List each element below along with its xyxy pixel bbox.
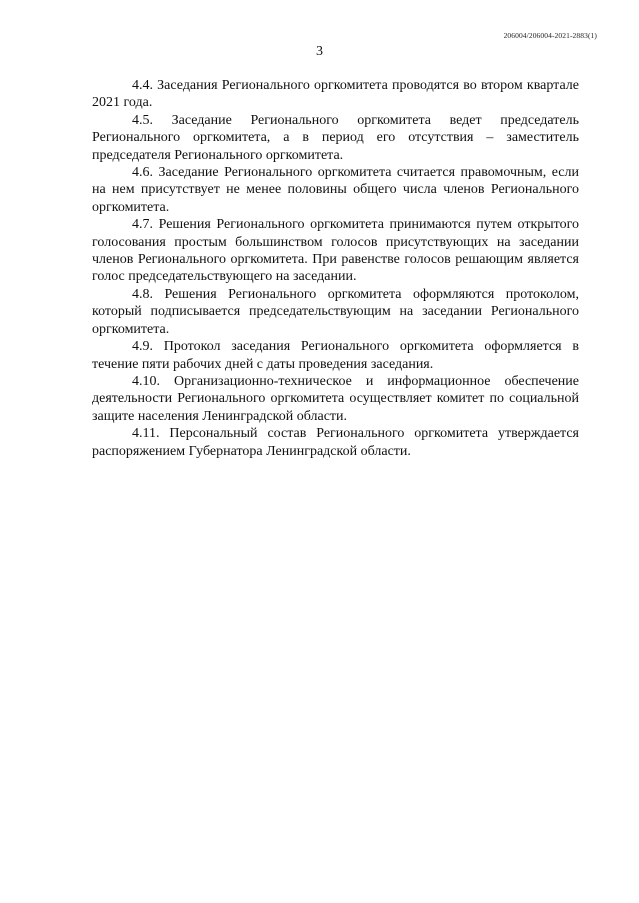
- paragraph-4-7: 4.7. Решения Регионального оргкомитета принимаются путем открытого голосования простым большинством голосов присутствующих на заседании членов Регионального оргкомитета. При равенстве голосов решающим является голос председательствующего на заседании.: [92, 217, 579, 285]
- paragraph-4-11: 4.11. Персональный состав Регионального оргкомитета утверждается распоряжением Губернатора Ленинградской области.: [92, 426, 579, 459]
- paragraph-4-8: 4.8. Решения Регионального оргкомитета оформляются протоколом, который подписывается председательствующим на заседании Регионального оргкомитета.: [92, 286, 579, 337]
- document-body: [92, 77, 579, 460]
- paragraph-4-9: 4.9. Протокол заседания Регионального оргкомитета оформляется в течение пяти рабочих дней с даты проведения заседания.: [92, 339, 579, 372]
- paragraph-4-4: 4.4. Заседания Регионального оргкомитета проводятся во втором квартале 2021 года.: [92, 78, 579, 111]
- paragraph-4-10: 4.10. Организационно-техническое и информационное обеспечение деятельности Регионального оргкомитета осуществляет комитет по социальной защите населения Ленинградской области.: [92, 373, 579, 424]
- paragraph-4-6: 4.6. Заседание Регионального оргкомитета считается правомочным, если на нем присутствует не менее половины общего числа членов Регионального оргкомитета.: [92, 165, 579, 215]
- page-number: 3: [316, 44, 323, 59]
- document-id: 206004/206004-2021-2883(1): [503, 31, 597, 40]
- paragraph-4-5: 4.5. Заседание Регионального оргкомитета ведет председатель Регионального оргкомитета, а в период его отсутствия – заместитель председателя Регионального оргкомитета.: [92, 112, 579, 163]
